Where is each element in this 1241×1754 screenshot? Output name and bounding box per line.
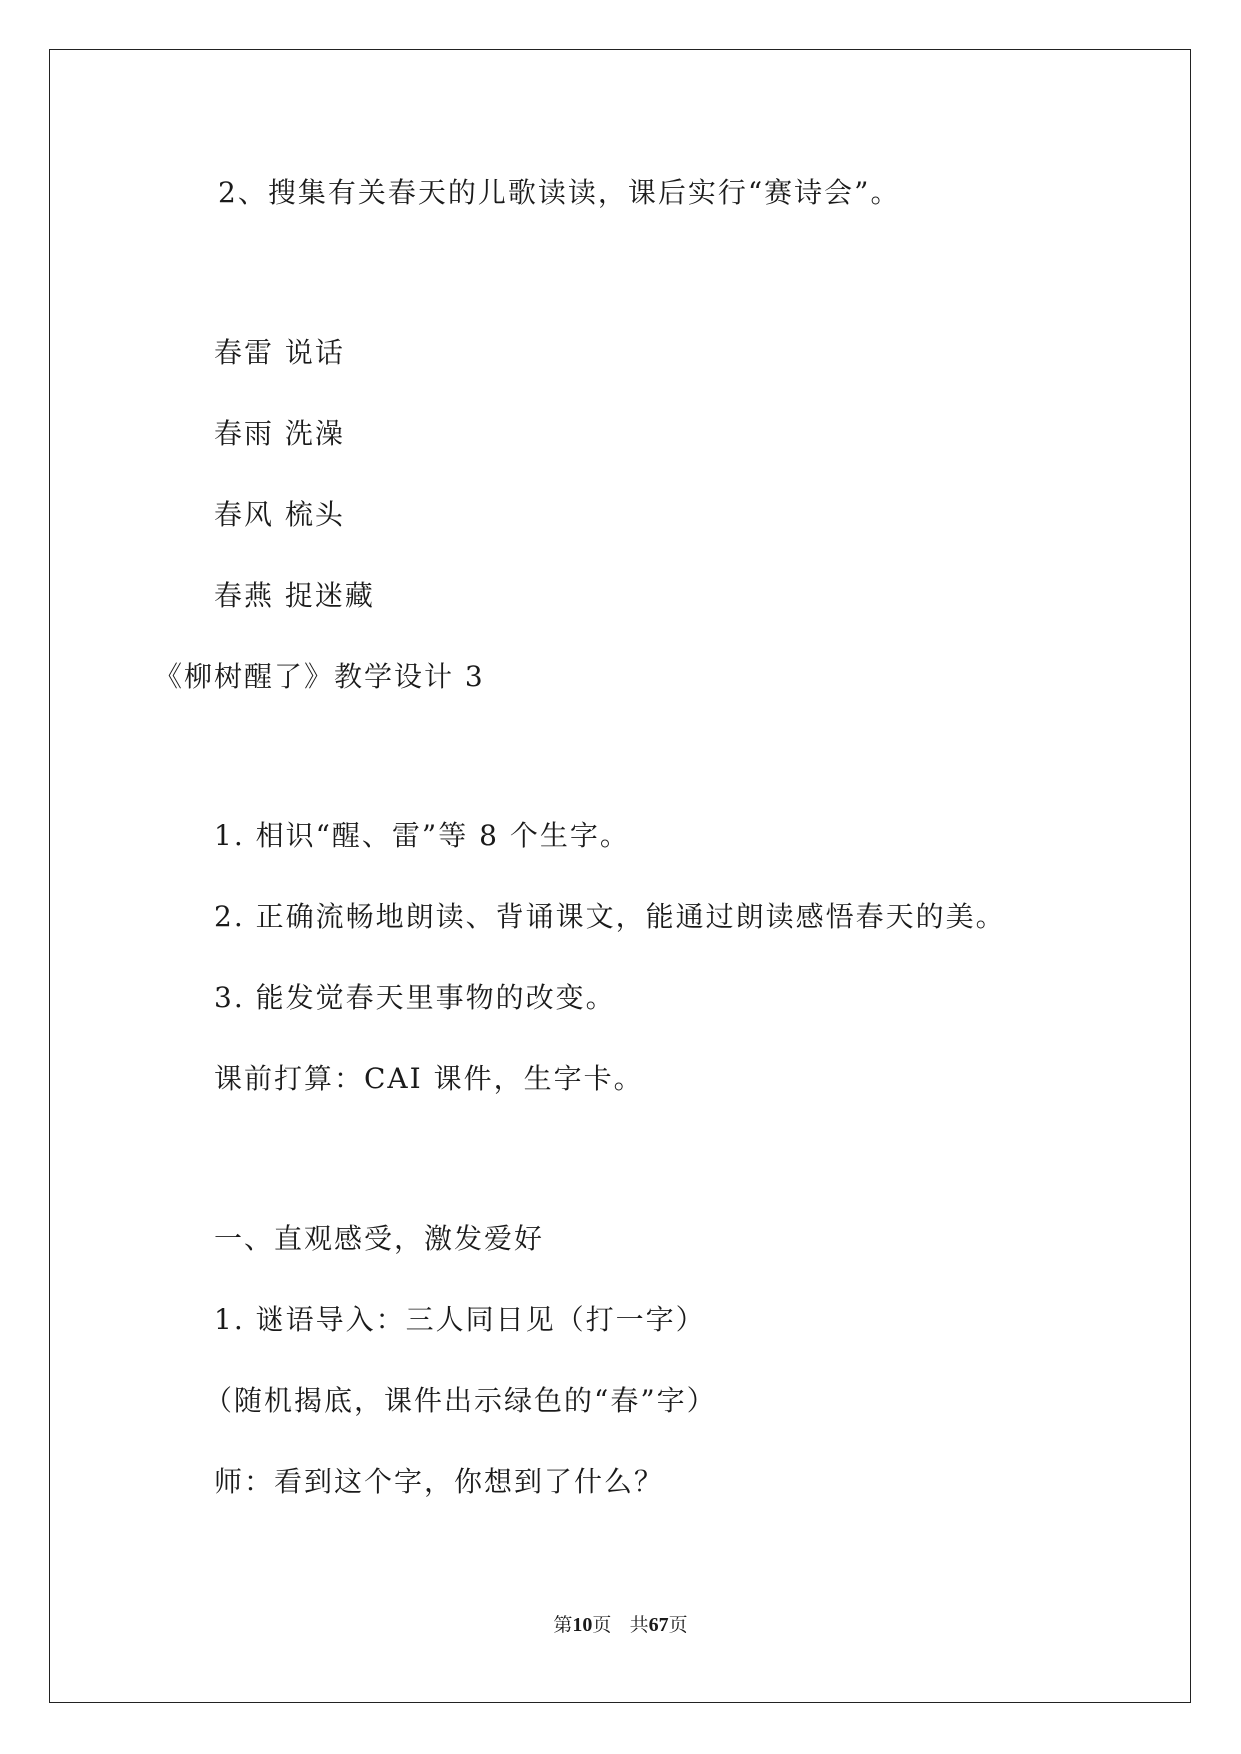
footer-current-page: 10 — [572, 1614, 593, 1636]
objective-2: 2. 正确流畅地朗读、背诵课文，能通过朗读感悟春天的美。 — [214, 900, 1006, 933]
page-footer — [0, 1613, 1241, 1637]
footer-total-pages: 67 — [648, 1614, 669, 1636]
step-note: （随机揭底，课件出示绿色的“春”字） — [204, 1384, 717, 1417]
poem-line-1: 春雷 说话 — [214, 336, 345, 369]
footer-total-prefix: 共 — [629, 1614, 649, 1636]
footer-page-word: 页 — [592, 1614, 612, 1636]
step-1: 1. 谜语导入：三人同日见（打一字） — [214, 1303, 706, 1336]
poem-line-3: 春风 梳头 — [214, 498, 345, 531]
step-heading: 一、直观感受，激发爱好 — [214, 1222, 545, 1255]
footer-prefix: 第 — [553, 1614, 573, 1636]
assignment-2: 2、搜集有关春天的儿歌读读，课后实行“赛诗会”。 — [218, 176, 901, 209]
objective-3: 3. 能发觉春天里事物的改变。 — [214, 981, 616, 1014]
teacher-question: 师：看到这个字，你想到了什么？ — [214, 1465, 665, 1498]
section-title: 《柳树醒了》教学设计 3 — [154, 660, 485, 693]
poem-line-4: 春燕 捉迷藏 — [214, 579, 375, 612]
preparation: 课前打算：CAI 课件，生字卡。 — [214, 1062, 644, 1095]
page-frame — [49, 49, 1191, 1703]
poem-line-2: 春雨 洗澡 — [214, 417, 345, 450]
objective-1: 1. 相识“醒、雷”等 8 个生字。 — [214, 819, 630, 852]
footer-total-word: 页 — [668, 1614, 688, 1636]
